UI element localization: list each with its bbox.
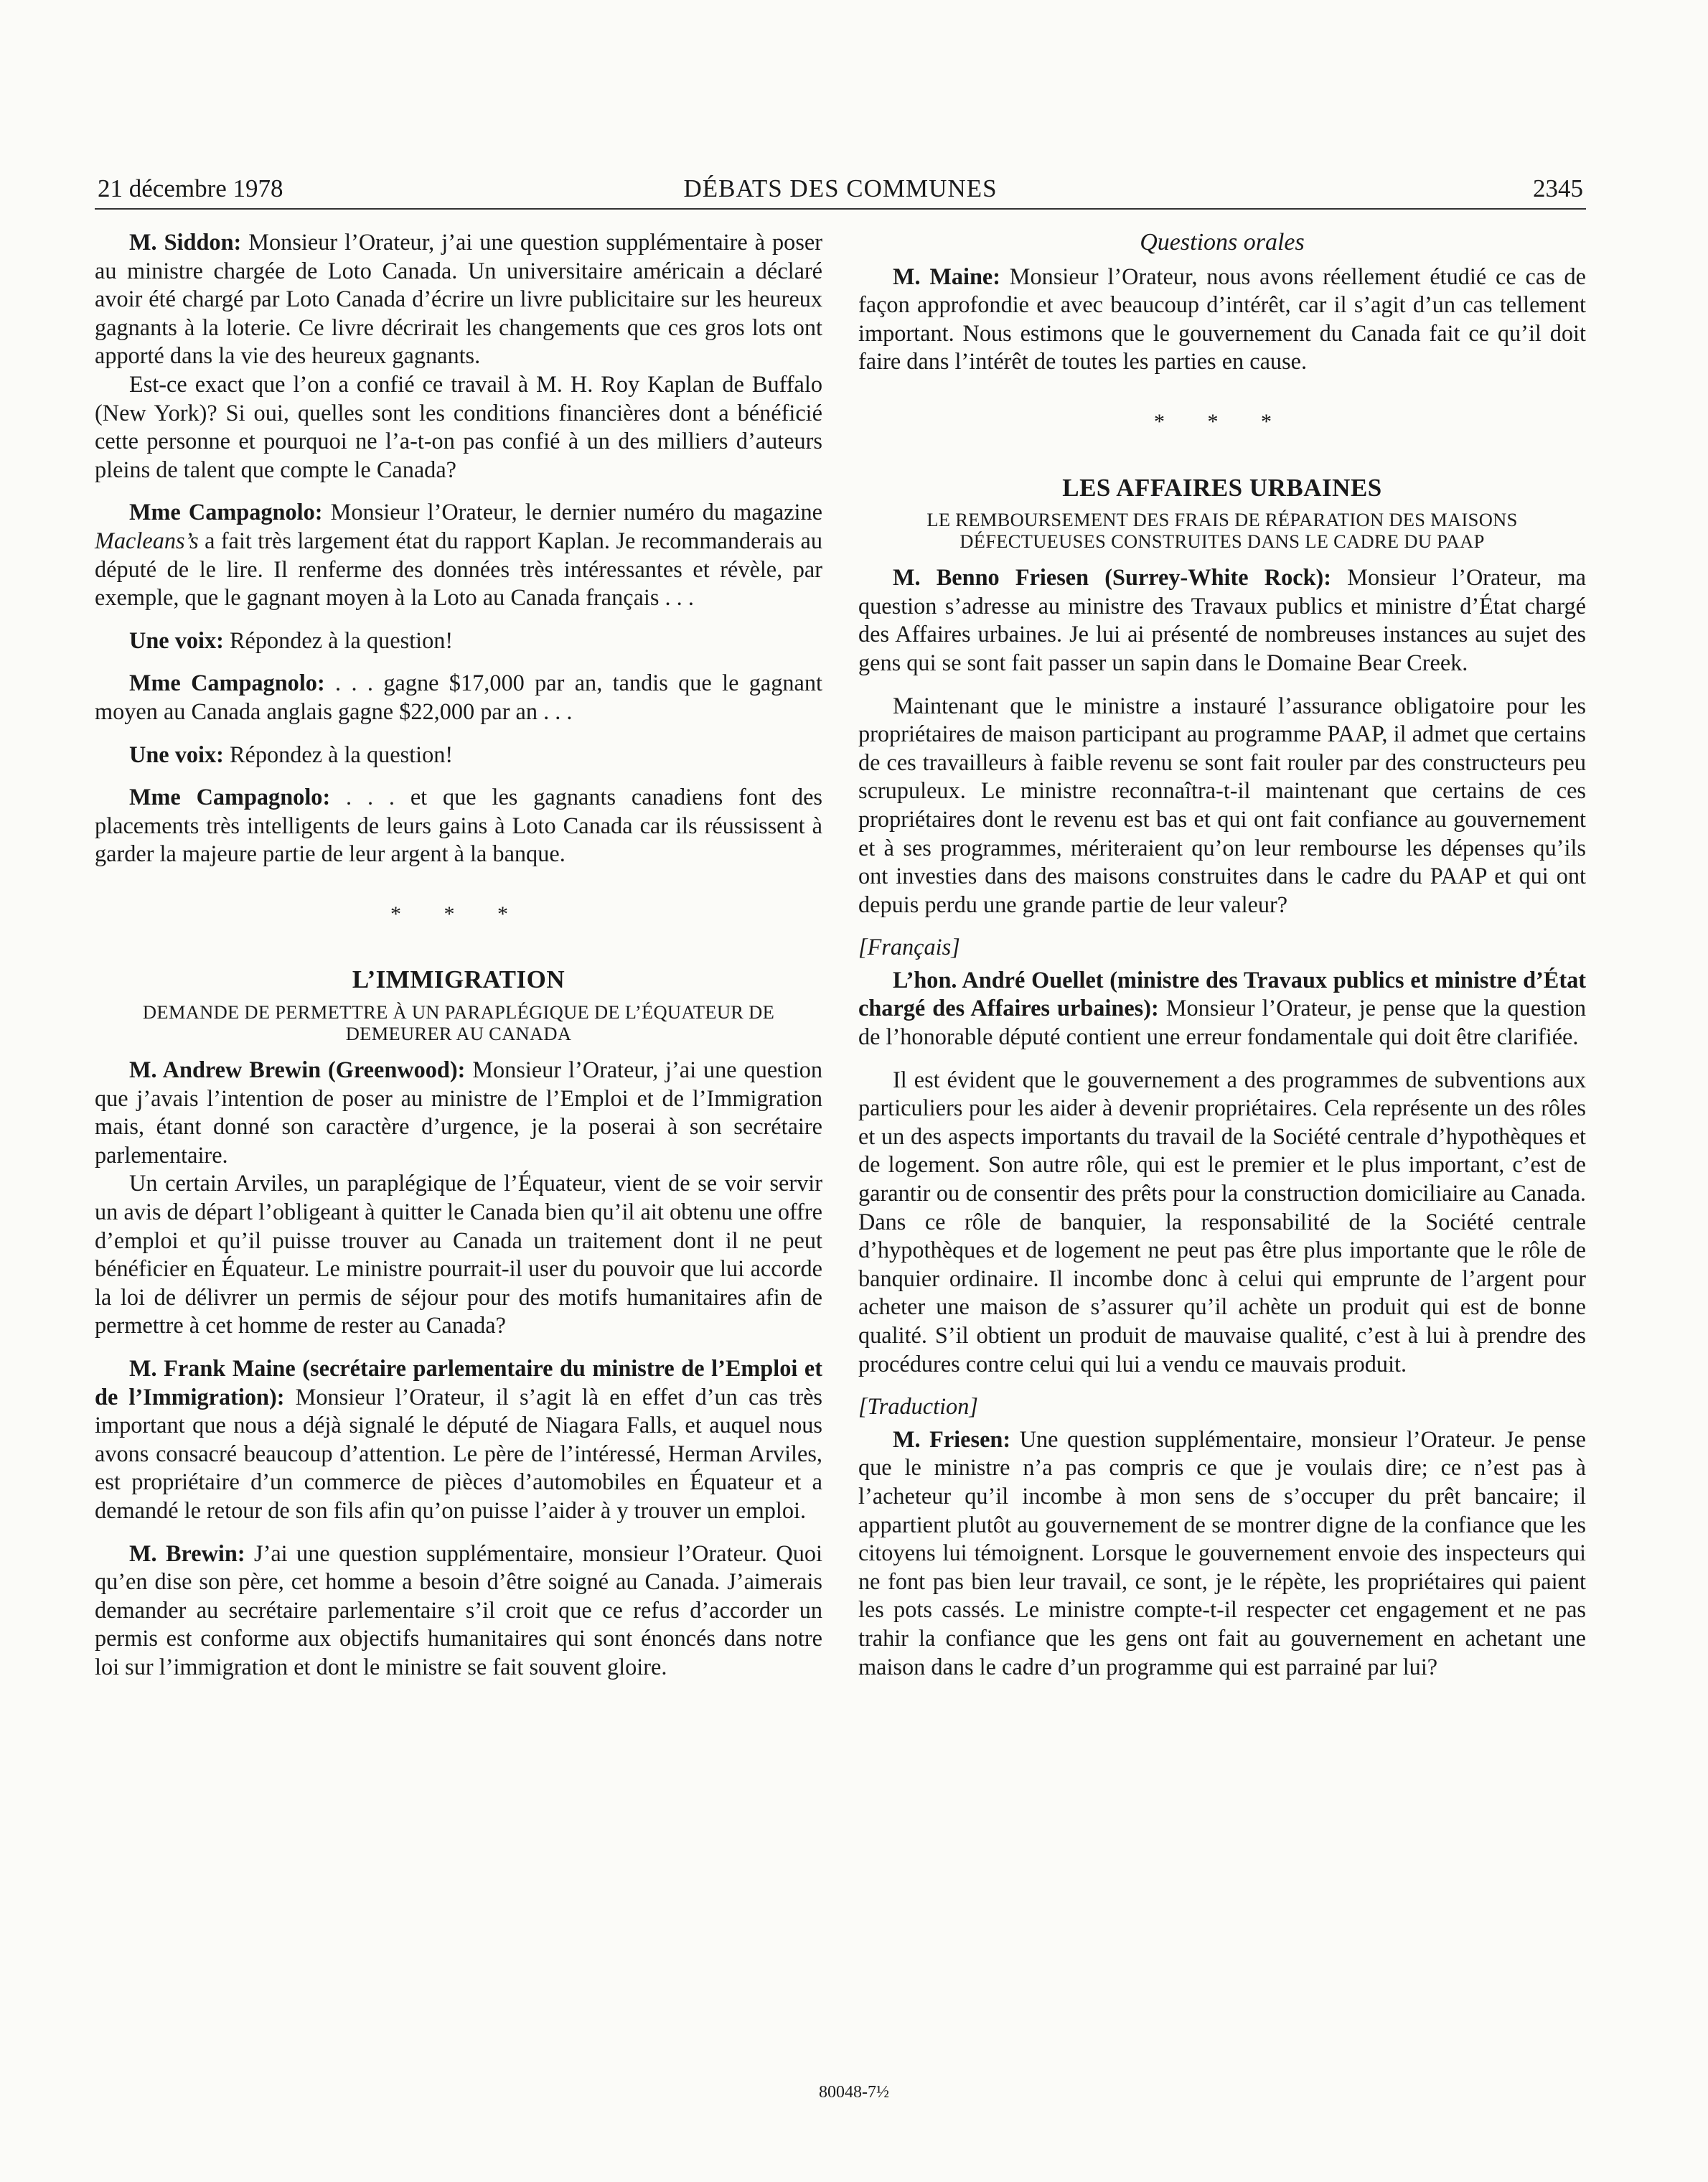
- speaker: M. Brewin:: [129, 1540, 245, 1566]
- paragraph: [858, 563, 1586, 677]
- speech: Une question supplémentaire, monsieur l’Orateur. Je pense que le ministre n’a pas compris ce que je voulais dire; ce n’est pas à l’acheteur qu’il incombe à mon sens de s’occuper du prêt bancaire; il appartient plutôt au gouvernement de se montrer digne de la confiance que les citoyens lui témoignent. Lorsque le gouvernement envoie des inspecteurs qui ne font pas bien leur travail, ce sont, je le répète, les propriétaires qui paient les pots cassés. Le ministre compte-t-il respecter cet engagement et ne pas trahir la confiance que les gens ont fait au gouvernement en achetant une maison dans le cadre d’un programme qui est parrainé par lui?: [858, 1425, 1586, 1680]
- speech: Monsieur l’Orateur, nous avons réellement étudié ce cas de façon approfondie et avec beaucoup d’intérêt, car il s’agit d’un cas tellement important. Nous estimons que le gouvernement du Canada fait ce qu’il doit faire dans l’intérêt de toutes les parties en cause.: [858, 263, 1586, 375]
- speech: a fait très largement état du rapport Kaplan. Je recommanderais au député de le lire. Il renferme des données très intéressantes et révèle, par exemple, que le gagnant moyen à la Loto au Canada français . . .: [95, 527, 822, 611]
- paragraph: [95, 1540, 822, 1682]
- paragraph: Maintenant que le ministre a instauré l’assurance obligatoire pour les propriétaires de maison participant au programme PAAP, il admet que certains de ces travailleurs à faible revenu se sont fait rouler par des constructeurs peu scrupuleux. Le ministre reconnaîtra-t-il maintenant que certains de ces propriétaires dont le revenu est bas et qui ont fait confiance au gouvernement et à ses programmes, mériteraient qu’on leur rembourse les dépenses qu’ils ont investies dans des maisons construites dans le cadre du PAAP et qui ont depuis perdu une grande partie de leur valeur?: [858, 692, 1586, 917]
- speech: . . . et que les gagnants canadiens font des placements très intelligents de leurs gains à Loto Canada car ils réussissent à garder la majeure partie de leur argent à la banque.: [95, 784, 822, 867]
- speech: Monsieur l’Orateur, le dernier numéro du magazine: [322, 499, 822, 525]
- speech: Monsieur l’Orateur, il s’agit là en effet d’un cas très important que nous a déjà signalé le député de Niagara Falls, et auquel nous avons consacré beaucoup d’attention. Le père de l’intéressé, Herman Arviles, est propriétaire d’un commerce de pièces d’automobiles en Équateur et a demandé le retour de son fils afin qu’on puisse l’aider à y trouver un emploi.: [95, 1383, 822, 1523]
- language-marker: [Français]: [858, 934, 960, 960]
- speaker: M. Siddon:: [129, 229, 242, 255]
- paragraph: [858, 263, 1586, 376]
- paragraph: [95, 741, 822, 769]
- header-title: DÉBATS DES COMMUNES: [683, 174, 998, 202]
- paragraph: [95, 1056, 822, 1169]
- speech: Monsieur l’Orateur, j’ai une question supplémentaire à poser au ministre chargée de Loto Canada. Un universitaire américain a déclaré avoir été chargé par Loto Canada d’écrire un livre publicitaire sur les heureux gagnants à la loterie. Ce livre décrirait les changements que ces gros lots ont apporté dans la vie des heureux gagnants.: [95, 229, 822, 369]
- section-subheading: DEMANDE DE PERMETTRE À UN PARAPLÉGIQUE DE L’ÉQUATEUR DE DEMEURER AU CANADA: [142, 1001, 775, 1045]
- right-column: [858, 228, 1586, 1695]
- speaker: L’hon. André Ouellet (ministre des Travaux publics et ministre d’État chargé des Affaires urbaines):: [858, 966, 1586, 1021]
- speaker: M. Friesen:: [893, 1425, 1011, 1452]
- paragraph: Un certain Arviles, un paraplégique de l’Équateur, vient de se voir servir un avis de départ l’obligeant à quitter le Canada bien qu’il ait obtenu une offre d’emploi et qu’il puisse trouver au Canada un traitement dont il ne peut bénéficier en Équateur. Le ministre pourrait-il user du pouvoir que lui accorde la loi de délivrer un permis de séjour pour des motifs humanitaires afin de permettre à cet homme de rester au Canada?: [95, 1170, 822, 1339]
- paragraph: [858, 1425, 1586, 1681]
- speech: Répondez à la question!: [223, 741, 454, 767]
- paragraph: [95, 228, 822, 370]
- speaker: M. Maine:: [893, 263, 1001, 289]
- speaker: M. Benno Friesen (Surrey-White Rock):: [893, 564, 1332, 591]
- section-heading: LES AFFAIRES URBAINES: [1062, 473, 1382, 502]
- section-heading: L’IMMIGRATION: [352, 965, 566, 994]
- speaker: Mme Campagnolo:: [129, 499, 323, 525]
- speaker: M. Andrew Brewin (Greenwood):: [129, 1057, 466, 1083]
- speech: Répondez à la question!: [223, 627, 454, 653]
- paragraph: [858, 966, 1586, 1052]
- language-marker: [Traduction]: [858, 1393, 978, 1420]
- speaker: Mme Campagnolo:: [129, 670, 325, 696]
- speaker: Une voix:: [129, 741, 224, 767]
- paragraph: [95, 1354, 822, 1525]
- speaker: M. Frank Maine (secrétaire parlementaire du ministre de l’Emploi et de l’Immigration):: [95, 1355, 822, 1410]
- page-number: 2345: [1533, 174, 1583, 202]
- speech: . . . gagne $17,000 par an, tandis que le gagnant moyen au Canada anglais gagne $22,000 par an . . .: [95, 670, 822, 724]
- left-column: [95, 228, 822, 1696]
- column-title: Questions orales: [1140, 229, 1305, 256]
- paragraph: [95, 669, 822, 726]
- header-date: 21 décembre 1978: [98, 174, 283, 202]
- speech: Monsieur l’Orateur, ma question s’adresse au ministre des Travaux publics et ministre d’État chargé des Affaires urbaines. Je lui ai présenté de nombreuses instances au sujet des gens qui se sont fait passer un sapin dans le Domaine Bear Creek.: [858, 564, 1587, 675]
- magazine-title: Macleans’s: [95, 527, 199, 553]
- section-separator: * * *: [390, 902, 527, 926]
- speaker: Mme Campagnolo:: [129, 784, 331, 810]
- paragraph: [95, 627, 822, 655]
- paragraph: [95, 498, 822, 612]
- speech: Monsieur l’Orateur, je pense que la question de l’honorable député contient une erreur fondamentale qui doit être clarifiée.: [858, 995, 1586, 1050]
- speech: J’ai une question supplémentaire, monsieur l’Orateur. Quoi qu’en dise son père, cet homme a besoin d’être soigné au Canada. J’aimerais demander au secrétaire parlementaire s’il croit que ce refus d’accorder un permis est conforme aux objectifs humanitaires qui sont énoncés dans notre loi sur l’immigration et dont le ministre se fait souvent gloire.: [95, 1540, 822, 1680]
- running-header: [95, 172, 1586, 210]
- section-separator: * * *: [1154, 409, 1290, 434]
- page-footer: 80048-7½: [819, 2083, 889, 2102]
- paragraph: Est-ce exact que l’on a confié ce travail à M. H. Roy Kaplan de Buffalo (New York)? Si oui, quelles sont les conditions financières dont a bénéficié cette personne et pourquoi ne l’a-t-on pas confié à un des milliers d’auteurs pleins de talent que compte le Canada?: [95, 370, 822, 482]
- section-subheading: LE REMBOURSEMENT DES FRAIS DE RÉPARATION DES MAISONS DÉFECTUEUSES CONSTRUITES DANS LE CADRE DU PAAP: [926, 509, 1518, 553]
- speaker: Une voix:: [129, 627, 224, 653]
- paragraph: [95, 783, 822, 868]
- paragraph: Il est évident que le gouvernement a des programmes de subventions aux particuliers pour les aider à devenir propriétaires. Cela représente un des rôles et un des aspects importants du travail de la Société centrale d’hypothèques et de logement. Son autre rôle, qui est le premier et le plus important, c’est de garantir ou de consentir des prêts pour la construction domiciliaire au Canada. Dans ce rôle de banquier, la responsabilité de la Société centrale d’hypothèques et de logement ne peut pas être plus importante que le rôle de banquier ordinaire. Il incombe donc à celui qui emprunte de l’argent pour acheter une maison de s’assurer qu’il achète un produit qui est de bonne qualité. S’il obtient un produit de mauvaise qualité, c’est à lui à prendre des procédures contre celui qui lui a vendu ce mauvais produit.: [858, 1066, 1586, 1377]
- speech: Monsieur l’Orateur, j’ai une question que j’avais l’intention de poser au ministre de l’Emploi et de l’Immigration mais, étant donné son caractère d’urgence, je la poserai à son secrétaire parlementaire.: [95, 1057, 822, 1168]
